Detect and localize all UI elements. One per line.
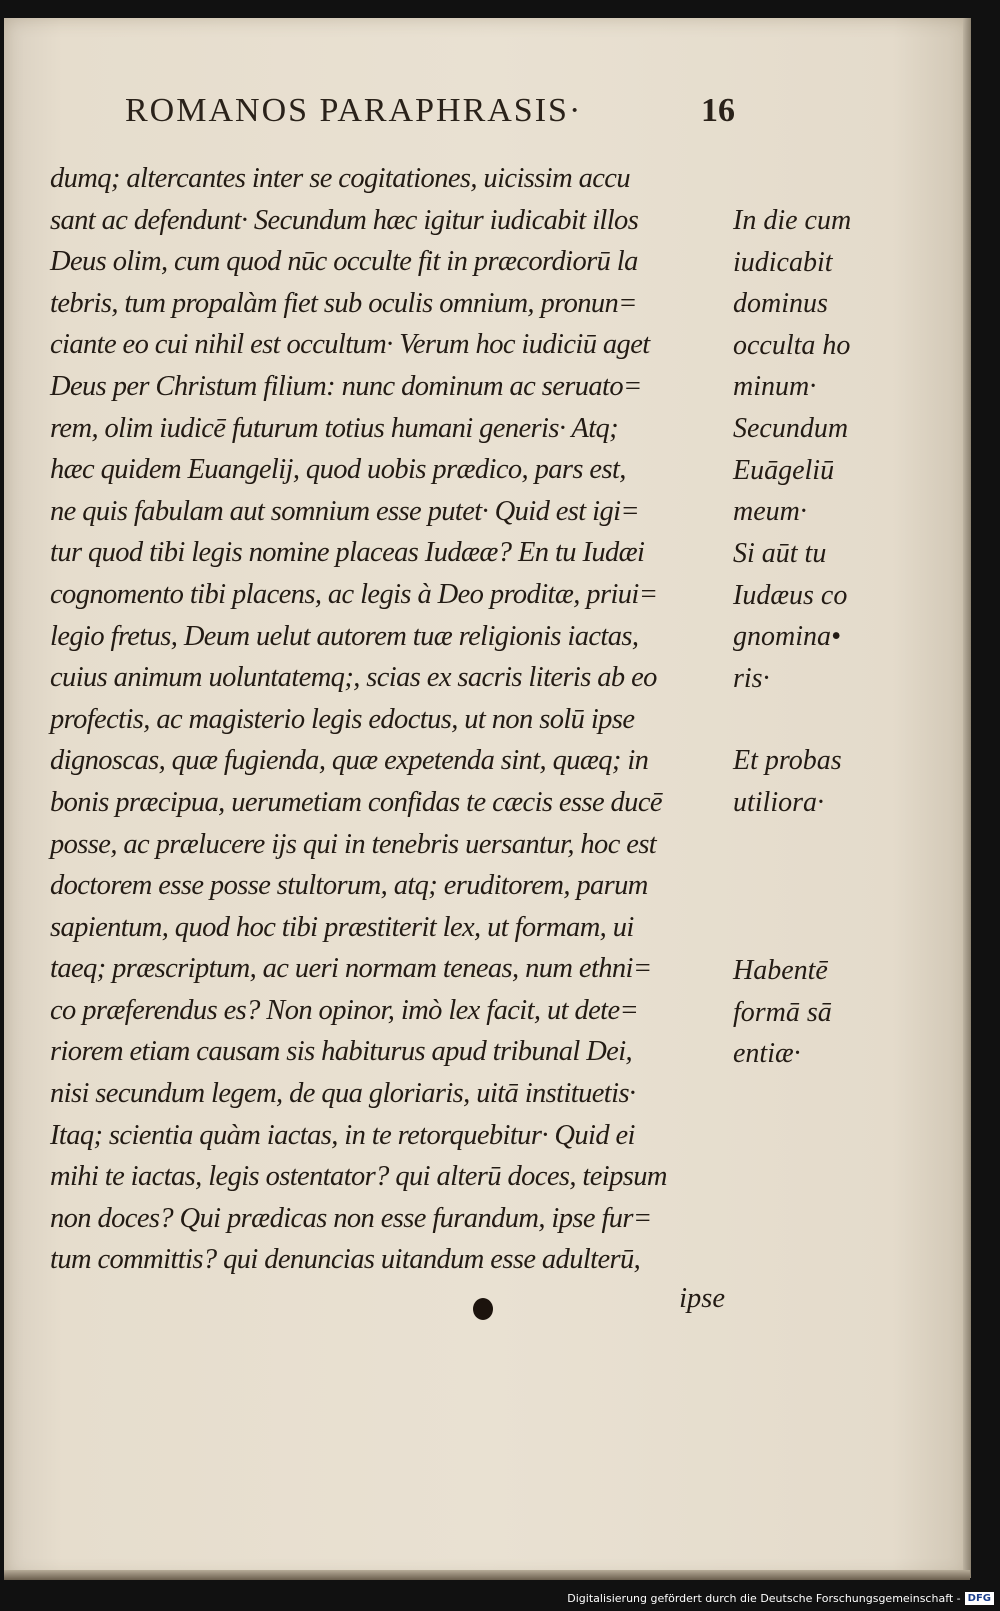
marginal-note-line: utiliora· — [733, 786, 825, 818]
marginal-note-line: formā sā — [733, 996, 832, 1028]
marginal-note-line: Iudæus co — [733, 579, 848, 611]
text-line: non doces? Qui prædicas non esse furandum, ipse fur= — [50, 1202, 652, 1234]
digitization-credit — [567, 1592, 994, 1605]
marginal-note-line: gnomina• — [733, 621, 841, 653]
text-line: nisi secundum legem, de qua gloriaris, uitā instituetis· — [50, 1078, 636, 1110]
text-line: Deus per Christum filium: nunc dominum ac seruato= — [50, 370, 642, 402]
body-text — [50, 158, 725, 1281]
text-line: bonis præcipua, uerumetiam confidas te cæcis esse ducē — [50, 786, 662, 818]
text-line: dignoscas, quæ fugienda, quæ expetenda sint, quæq; in — [50, 745, 649, 777]
marginal-note-line: Et probas — [733, 745, 842, 776]
marginal-note-line: minum· — [733, 371, 817, 403]
text-line: posse, ac prælucere ijs qui in tenebris uersantur, hoc est — [50, 828, 657, 860]
marginal-note — [733, 200, 883, 408]
page-edge-bottom — [4, 1570, 970, 1580]
text-line: doctorem esse posse stultorum, atq; eruditorem, parum — [50, 870, 648, 902]
marginal-note-line: meum· — [733, 496, 807, 528]
text-line: sapientum, quod hoc tibi præstiterit lex, ut formam, ui — [50, 911, 634, 943]
marginal-note-line: In die cum — [733, 205, 852, 236]
marginal-note — [733, 533, 883, 699]
page-edge-right — [963, 18, 971, 1578]
marginal-note-line: Secundum — [733, 413, 849, 444]
text-line: rem, olim iudicē futurum totius humani generis· Atq; — [50, 412, 619, 444]
text-line: co præferendus es? Non opinor, imò lex facit, ut dete= — [50, 994, 639, 1026]
text-line: dumq; altercantes inter se cogitationes, uicissim accu — [50, 163, 630, 194]
text-line: ne quis fabulam aut somnium esse putet· Quid est igi= — [50, 495, 640, 527]
marginal-note-line: iudicabit — [733, 246, 833, 278]
marginal-note-line: ris· — [733, 662, 770, 694]
text-line: tebris, tum propalàm fiet sub oculis omnium, pronun= — [50, 287, 637, 319]
catchword: ipse — [679, 1283, 725, 1314]
text-line: cognomento tibi placens, ac legis à Deo proditæ, priui= — [50, 578, 658, 610]
marginal-note — [733, 408, 883, 533]
marginal-note-line: Habentē — [733, 955, 828, 986]
running-title: ROMANOS PARAPHRASIS· — [125, 92, 583, 129]
text-line: tur quod tibi legis nomine placeas Iudææ? En tu Iudæi — [50, 537, 645, 569]
ink-dot — [473, 1298, 493, 1320]
text-line: Itaq; scientia quàm iactas, in te retorquebitur· Quid ei — [50, 1119, 635, 1151]
text-line: mihi te iactas, legis ostentator? qui alterū doces, teipsum — [50, 1161, 667, 1193]
page-number: 16 — [701, 92, 735, 129]
text-line: cuius animum uoluntatemq;, scias ex sacris literis ab eo — [50, 662, 657, 694]
text-line: Deus olim, cum quod nūc occulte fit in præcordiorū la — [50, 246, 638, 278]
text-line: legio fretus, Deum uelut autorem tuæ religionis iactas, — [50, 620, 639, 652]
text-line: hæc quidem Euangelij, quod uobis prædico, pars est, — [50, 454, 626, 486]
catchword-row — [50, 1283, 725, 1327]
marginal-note-line: occulta ho — [733, 329, 851, 361]
text-line: riorem etiam causam sis habiturus apud tribunal Dei, — [50, 1036, 633, 1068]
text-line: ciante eo cui nihil est occultum· Verum hoc iudiciū aget — [50, 329, 650, 361]
dfg-logo: DFG — [965, 1592, 994, 1605]
text-line: sant ac defendunt· Secundum hæc igitur iudicabit illos — [50, 204, 639, 236]
marginal-note-line: entiæ· — [733, 1038, 801, 1070]
text-line: taeq; præscriptum, ac ueri normam teneas, num ethni= — [50, 953, 652, 985]
text-line: profectis, ac magisterio legis edoctus, ut non solū ipse — [50, 703, 635, 735]
credit-text: Digitalisierung gefördert durch die Deutsche Forschungsgemeinschaft - — [567, 1592, 961, 1605]
marginal-note — [733, 740, 883, 823]
marginal-note-line: dominus — [733, 288, 828, 320]
marginal-note-line: Euāgeliū — [733, 454, 835, 486]
marginal-note — [733, 950, 883, 1075]
text-line: tum committis? qui denuncias uitandum esse adulterū, — [50, 1244, 641, 1276]
marginal-note-line: Si aūt tu — [733, 538, 827, 569]
page-header — [125, 92, 735, 142]
